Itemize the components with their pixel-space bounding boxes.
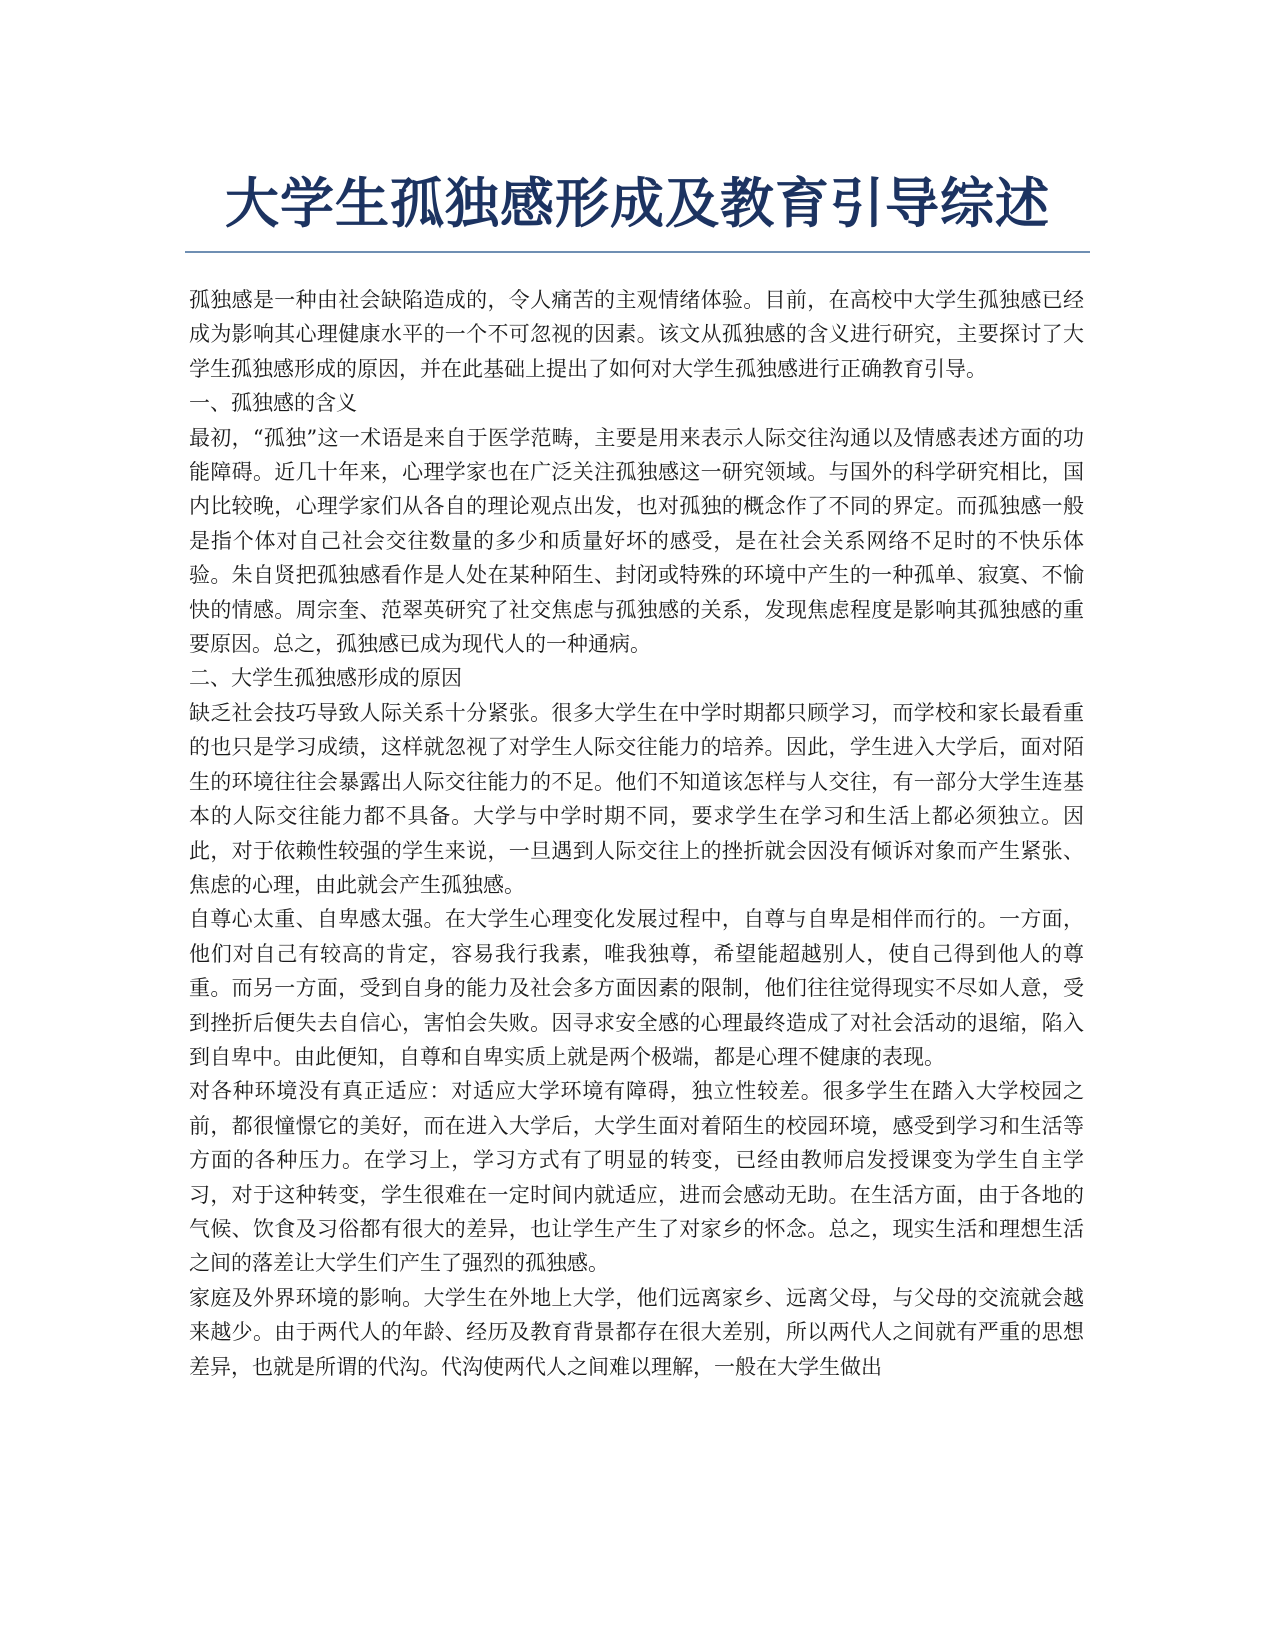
- page-title: 大学生孤独感形成及教育引导综述: [225, 172, 1050, 235]
- abstract-paragraph: 孤独感是一种由社会缺陷造成的，令人痛苦的主观情绪体验。目前，在高校中大学生孤独感已经成为影响其心理健康水平的一个不可忽视的因素。该文从孤独感的含义进行研究，主要探讨了大学生孤独感形成的原因，并在此基础上提出了如何对大学生孤独感进行正确教育引导。: [189, 288, 1084, 381]
- section-heading-causes: 二、大学生孤独感形成的原因: [189, 666, 462, 691]
- body-paragraph: 缺乏社会技巧导致人际关系十分紧张。很多大学生在中学时期都只顾学习，而学校和家长最看重的也只是学习成绩，这样就忽视了对学生人际交往能力的培养。因此，学生进入大学后，面对陌生的环境往往会暴露出人际交往能力的不足。他们不知道该怎样与人交往，有一部分大学生连基本的人际交往能力都不具备。大学与中学时期不同，要求学生在学习和生活上都必须独立。因此，对于依赖性较强的学生来说，一旦遇到人际交往上的挫折就会因没有倾诉对象而产生紧张、焦虑的心理，由此就会产生孤独感。: [189, 700, 1084, 897]
- title-divider: [185, 251, 1090, 253]
- document-body: [189, 283, 1084, 1384]
- body-paragraph: 最初，“孤独”这一术语是来自于医学范畴，主要是用来表示人际交往沟通以及情感表述方面的功能障碍。近几十年来，心理学家也在广泛关注孤独感这一研究领域。与国外的科学研究相比，国内比较晚，心理学家们从各自的理论观点出发，也对孤独的概念作了不同的界定。而孤独感一般是指个体对自己社会交往数量的多少和质量好坏的感受，是在社会关系网络不足时的不快乐体验。朱自贤把孤独感看作是人处在某种陌生、封闭或特殊的环境中产生的一种孤单、寂寞、不愉快的情感。周宗奎、范翠英研究了社交焦虑与孤独感的关系，发现焦虑程度是影响其孤独感的重要原因。总之，孤独感已成为现代人的一种通病。: [189, 425, 1084, 657]
- section-heading-meaning: 一、孤独感的含义: [189, 391, 357, 416]
- body-paragraph: 对各种环境没有真正适应：对适应大学环境有障碍，独立性较差。很多学生在踏入大学校园之前，都很憧憬它的美好，而在进入大学后，大学生面对着陌生的校园环境，感受到学习和生活等方面的各种压力。在学习上，学习方式有了明显的转变，已经由教师启发授课变为学生自主学习，对于这种转变，学生很难在一定时间内就适应，进而会感动无助。在生活方面，由于各地的气候、饮食及习俗都有很大的差异，也让学生产生了对家乡的怀念。总之，现实生活和理想生活之间的落差让大学生们产生了强烈的孤独感。: [189, 1079, 1084, 1276]
- body-paragraph: 家庭及外界环境的影响。大学生在外地上大学，他们远离家乡、远离父母，与父母的交流就会越来越少。由于两代人的年龄、经历及教育背景都存在很大差别，所以两代人之间就有严重的思想差异，也就是所谓的代沟。代沟使两代人之间难以理解，一般在大学生做出: [189, 1285, 1084, 1379]
- body-paragraph: 自尊心太重、自卑感太强。在大学生心理变化发展过程中，自尊与自卑是相伴而行的。一方面，他们对自己有较高的肯定，容易我行我素，唯我独尊，希望能超越别人，使自己得到他人的尊重。而另一方面，受到自身的能力及社会多方面因素的限制，他们往往觉得现实不尽如人意，受到挫折后便失去自信心，害怕会失败。因寻求安全感的心理最终造成了对社会活动的退缩，陷入到自卑中。由此便知，自尊和自卑实质上就是两个极端，都是心理不健康的表现。: [189, 907, 1084, 1069]
